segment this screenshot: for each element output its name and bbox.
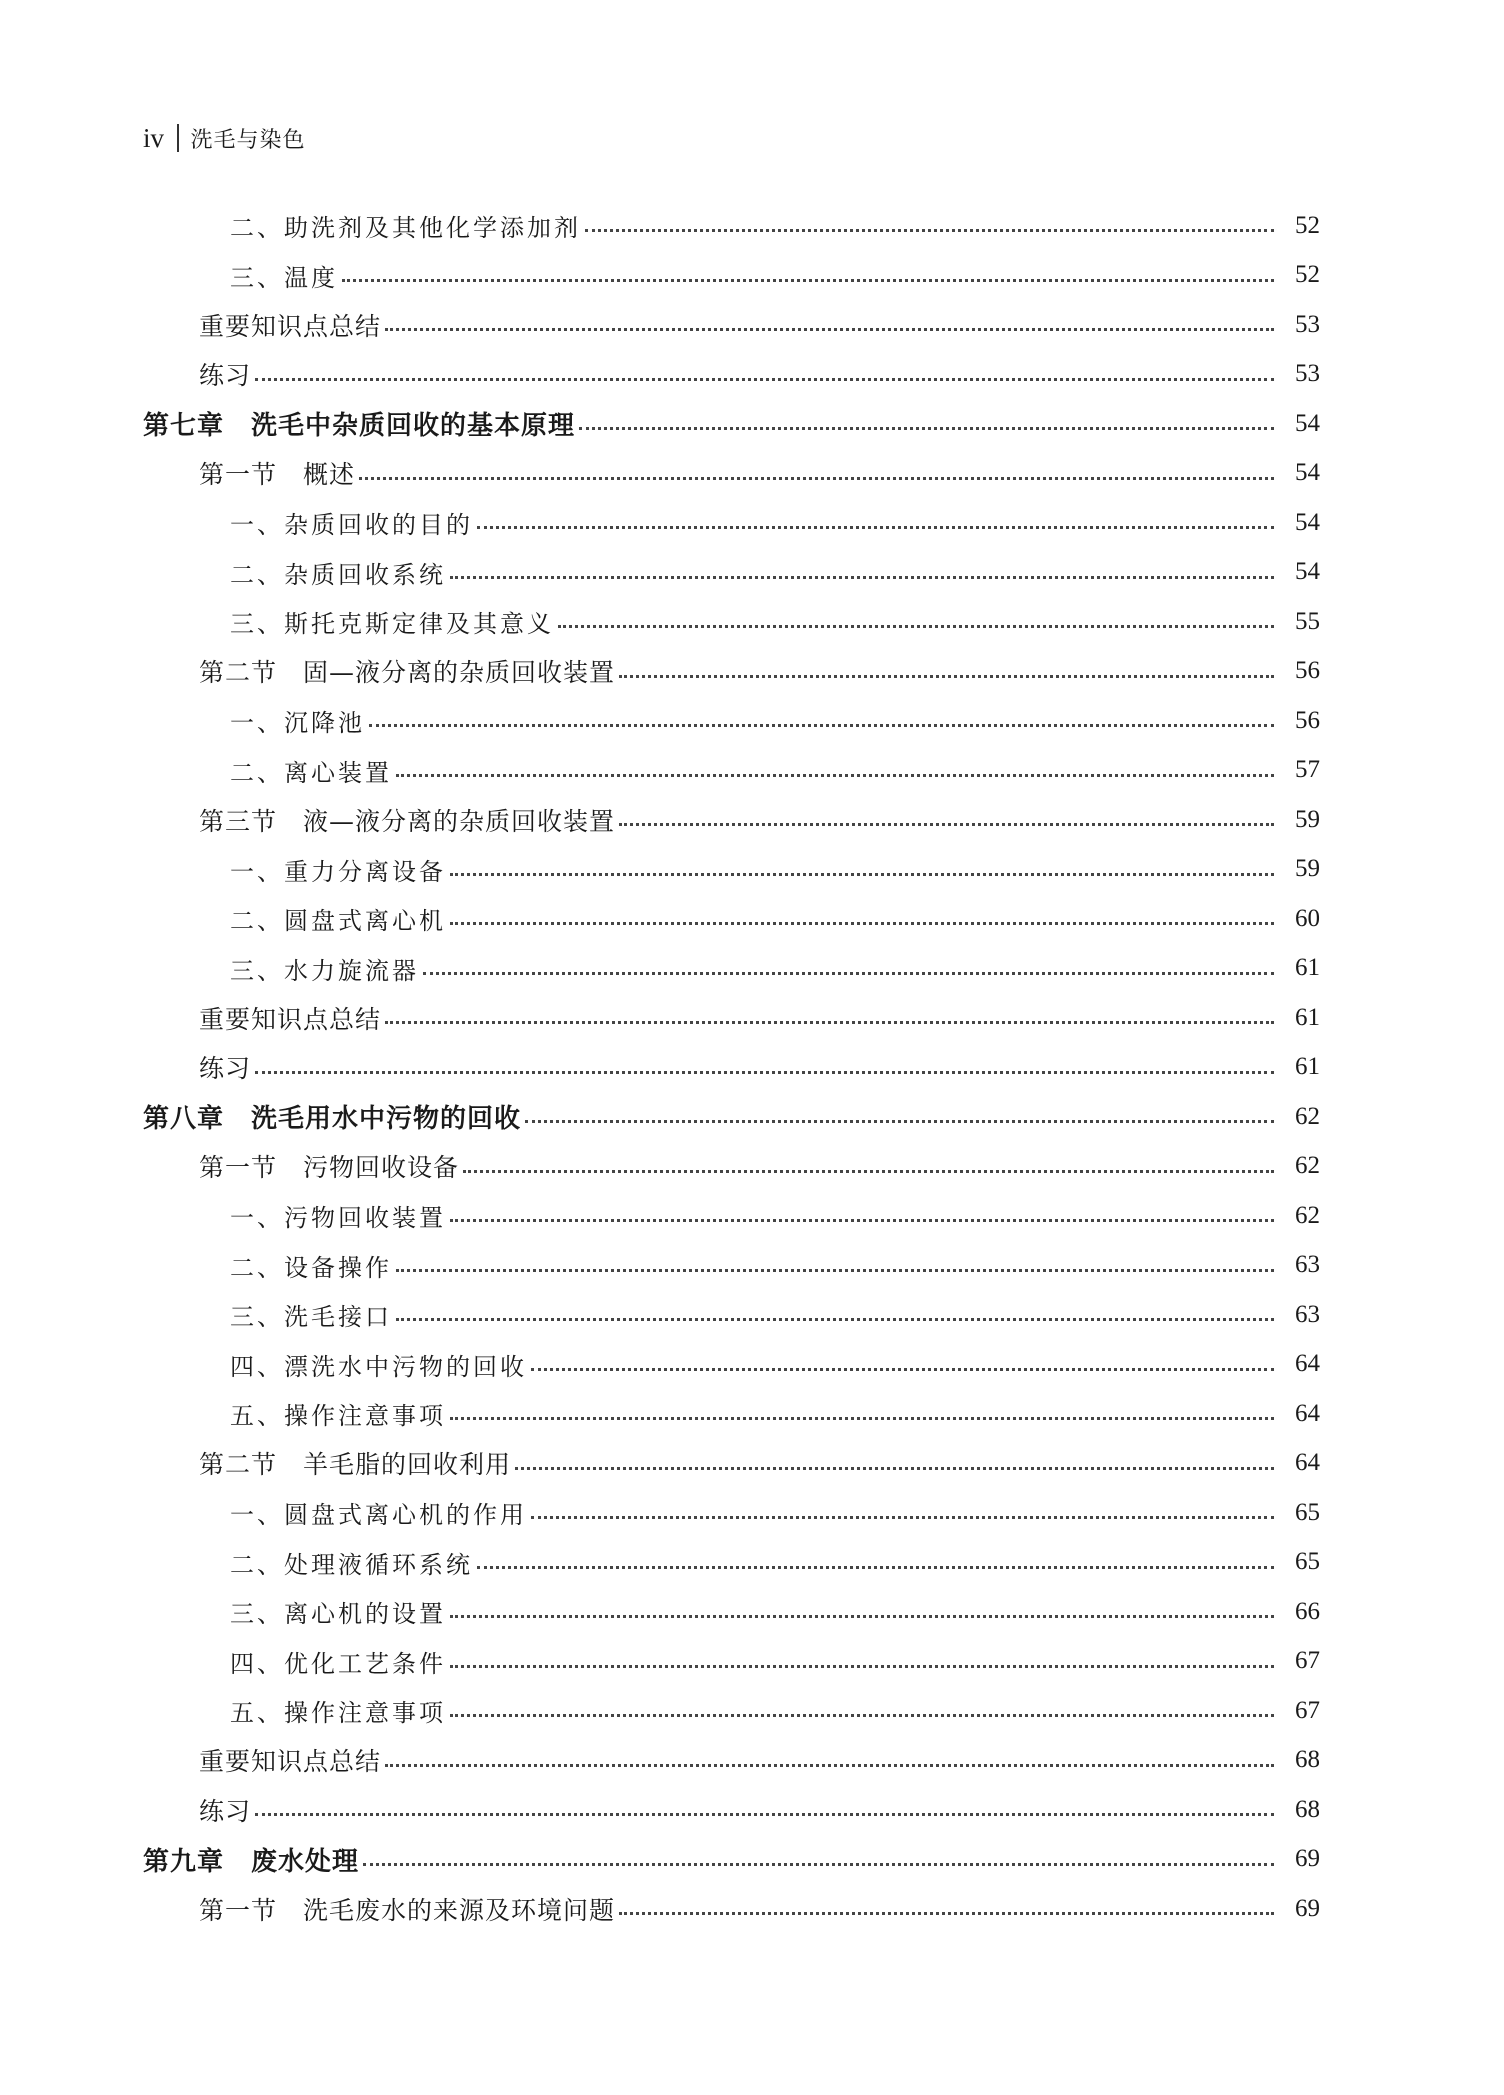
toc-entry-page-number: 69 (1295, 1845, 1320, 1873)
toc-entry-title: 第一节 洗毛废水的来源及环境问题 (199, 1895, 616, 1925)
toc-entry-title: 三、温度 (230, 263, 338, 292)
dot-leader (396, 1269, 1274, 1272)
toc-entry-title: 一、沉降池 (230, 709, 365, 738)
toc-chapter-entry[interactable] (143, 1092, 1320, 1142)
dot-leader (525, 1120, 1274, 1123)
toc-entry-page-number: 67 (1295, 1696, 1320, 1724)
toc-entry-page-number: 52 (1295, 261, 1320, 289)
toc-item-entry[interactable] (230, 1389, 1320, 1439)
toc-entry-title: 练习 (199, 1054, 252, 1084)
toc-entry-title: 一、杂质回收的目的 (230, 511, 473, 540)
dot-leader (363, 1863, 1274, 1866)
toc-entry-page-number: 61 (1295, 954, 1320, 982)
toc-section-entry[interactable] (199, 1785, 1320, 1835)
toc-entry-page-number: 66 (1295, 1597, 1320, 1625)
toc-entry-title: 三、斯托克斯定律及其意义 (230, 610, 554, 639)
toc-section-entry[interactable] (199, 1439, 1320, 1489)
toc-item-entry[interactable] (230, 1488, 1320, 1538)
toc-entry-page-number: 55 (1295, 607, 1320, 635)
toc-entry-page-number: 65 (1295, 1498, 1320, 1526)
toc-chapter-entry[interactable] (143, 399, 1320, 449)
toc-item-entry[interactable] (230, 944, 1320, 994)
toc-entry-page-number: 57 (1295, 756, 1320, 784)
toc-item-entry[interactable] (230, 498, 1320, 548)
dot-leader (463, 1170, 1274, 1173)
toc-entry-title: 一、圆盘式离心机的作用 (230, 1501, 527, 1530)
toc-item-entry[interactable] (230, 845, 1320, 895)
toc-entry-title: 四、漂洗水中污物的回收 (230, 1352, 527, 1381)
toc-entry-page-number: 63 (1295, 1251, 1320, 1279)
dot-leader (396, 774, 1274, 777)
toc-entry-page-number: 64 (1295, 1399, 1320, 1427)
toc-section-entry[interactable] (199, 1736, 1320, 1786)
dot-leader (385, 1021, 1274, 1024)
dot-leader (255, 1813, 1274, 1816)
toc-entry-page-number: 63 (1295, 1300, 1320, 1328)
toc-entry-page-number: 52 (1295, 211, 1320, 239)
dot-leader (477, 526, 1274, 529)
toc-entry-title: 三、水力旋流器 (230, 956, 419, 985)
toc-entry-title: 二、助洗剂及其他化学添加剂 (230, 214, 581, 243)
toc-entry-page-number: 68 (1295, 1795, 1320, 1823)
toc-entry-title: 第一节 污物回收设备 (199, 1153, 460, 1183)
toc-entry-title: 第七章 洗毛中杂质回收的基本原理 (143, 411, 576, 442)
dot-leader (385, 328, 1274, 331)
toc-entry-title: 练习 (199, 361, 252, 391)
toc-entry-title: 二、设备操作 (230, 1253, 392, 1282)
toc-entry-page-number: 62 (1295, 1152, 1320, 1180)
dot-leader (385, 1764, 1274, 1767)
dot-leader (579, 427, 1274, 430)
toc-entry-page-number: 54 (1295, 508, 1320, 536)
toc-entry-page-number: 53 (1295, 310, 1320, 338)
dot-leader (255, 1071, 1274, 1074)
page-number: iv (143, 122, 165, 153)
toc-entry-title: 一、污物回收装置 (230, 1204, 446, 1233)
toc-item-entry[interactable] (230, 1290, 1320, 1340)
toc-section-entry[interactable] (199, 647, 1320, 697)
toc-entry-page-number: 62 (1295, 1201, 1320, 1229)
toc-item-entry[interactable] (230, 201, 1320, 251)
toc-entry-title: 第八章 洗毛用水中污物的回收 (143, 1104, 522, 1135)
toc-item-entry[interactable] (230, 1637, 1320, 1687)
toc-entry-title: 重要知识点总结 (199, 1747, 382, 1777)
toc-entry-title: 第九章 废水处理 (143, 1846, 360, 1877)
toc-entry-title: 五、操作注意事项 (230, 1402, 446, 1431)
toc-entry-page-number: 54 (1295, 558, 1320, 586)
dot-leader (531, 1368, 1274, 1371)
toc-entry-page-number: 59 (1295, 855, 1320, 883)
toc-item-entry[interactable] (230, 1538, 1320, 1588)
dot-leader (585, 229, 1274, 232)
dot-leader (558, 625, 1274, 628)
toc-entry-page-number: 56 (1295, 706, 1320, 734)
toc-section-entry[interactable] (199, 1142, 1320, 1192)
toc-section-entry[interactable] (199, 1884, 1320, 1934)
dot-leader (477, 1566, 1274, 1569)
toc-entry-page-number: 65 (1295, 1548, 1320, 1576)
toc-entry-page-number: 62 (1295, 1102, 1320, 1130)
toc-entry-page-number: 69 (1295, 1894, 1320, 1922)
toc-entry-title: 五、操作注意事项 (230, 1699, 446, 1728)
dot-leader (450, 1665, 1274, 1668)
toc-entry-title: 一、重力分离设备 (230, 857, 446, 886)
toc-entry-page-number: 59 (1295, 805, 1320, 833)
toc-entry-title: 第二节 固—液分离的杂质回收装置 (199, 658, 616, 688)
toc-entry-page-number: 61 (1295, 1003, 1320, 1031)
toc-section-entry[interactable] (199, 795, 1320, 845)
toc-chapter-entry[interactable] (143, 1835, 1320, 1885)
dot-leader (396, 1318, 1274, 1321)
dot-leader (423, 972, 1274, 975)
toc-entry-title: 第三节 液—液分离的杂质回收装置 (199, 806, 616, 836)
toc-entry-title: 三、离心机的设置 (230, 1600, 446, 1629)
toc-entry-title: 二、离心装置 (230, 758, 392, 787)
toc-section-entry[interactable] (199, 350, 1320, 400)
dot-leader (255, 378, 1274, 381)
toc-item-entry[interactable] (230, 746, 1320, 796)
toc-entry-title: 练习 (199, 1796, 252, 1826)
toc-item-entry[interactable] (230, 1686, 1320, 1736)
toc-entry-title: 二、杂质回收系统 (230, 560, 446, 589)
dot-leader (450, 576, 1274, 579)
toc-item-entry[interactable] (230, 1191, 1320, 1241)
dot-leader (450, 1615, 1274, 1618)
toc-entry-page-number: 64 (1295, 1350, 1320, 1378)
book-title: 洗毛与染色 (190, 127, 306, 153)
toc-item-entry[interactable] (230, 1587, 1320, 1637)
toc-entry-page-number: 54 (1295, 459, 1320, 487)
dot-leader (450, 1417, 1274, 1420)
dot-leader (450, 873, 1274, 876)
toc-entry-page-number: 67 (1295, 1647, 1320, 1675)
toc-entry-title: 二、圆盘式离心机 (230, 907, 446, 936)
dot-leader (450, 922, 1274, 925)
dot-leader (515, 1467, 1274, 1470)
toc-entry-page-number: 60 (1295, 904, 1320, 932)
dot-leader (619, 675, 1274, 678)
toc-item-entry[interactable] (230, 548, 1320, 598)
toc-entry-title: 重要知识点总结 (199, 1004, 382, 1034)
toc-entry-page-number: 68 (1295, 1746, 1320, 1774)
toc-entry-page-number: 54 (1295, 409, 1320, 437)
toc-section-entry[interactable] (199, 993, 1320, 1043)
toc-item-entry[interactable] (230, 1340, 1320, 1390)
dot-leader (450, 1714, 1274, 1717)
toc-item-entry[interactable] (230, 894, 1320, 944)
toc-section-entry[interactable] (199, 300, 1320, 350)
dot-leader (359, 477, 1274, 480)
toc-entry-page-number: 56 (1295, 657, 1320, 685)
dot-leader (450, 1219, 1274, 1222)
toc-item-entry[interactable] (230, 597, 1320, 647)
toc-item-entry[interactable] (230, 696, 1320, 746)
toc-entry-title: 第一节 概述 (199, 460, 356, 490)
toc-entry-title: 四、优化工艺条件 (230, 1649, 446, 1678)
toc-section-entry[interactable] (199, 449, 1320, 499)
toc-entry-title: 第二节 羊毛脂的回收利用 (199, 1450, 512, 1480)
toc-section-entry[interactable] (199, 1043, 1320, 1093)
toc-entry-page-number: 61 (1295, 1053, 1320, 1081)
toc-entry-page-number: 53 (1295, 360, 1320, 388)
running-header (143, 118, 306, 158)
dot-leader (619, 823, 1274, 826)
dot-leader (342, 279, 1274, 282)
toc-entry-page-number: 64 (1295, 1449, 1320, 1477)
toc-item-entry[interactable] (230, 251, 1320, 301)
toc-entry-title: 重要知识点总结 (199, 311, 382, 341)
dot-leader (369, 724, 1274, 727)
dot-leader (531, 1516, 1274, 1519)
toc-entry-title: 二、处理液循环系统 (230, 1550, 473, 1579)
header-divider (177, 124, 179, 152)
toc-item-entry[interactable] (230, 1241, 1320, 1291)
toc-entry-title: 三、洗毛接口 (230, 1303, 392, 1332)
dot-leader (619, 1912, 1274, 1915)
